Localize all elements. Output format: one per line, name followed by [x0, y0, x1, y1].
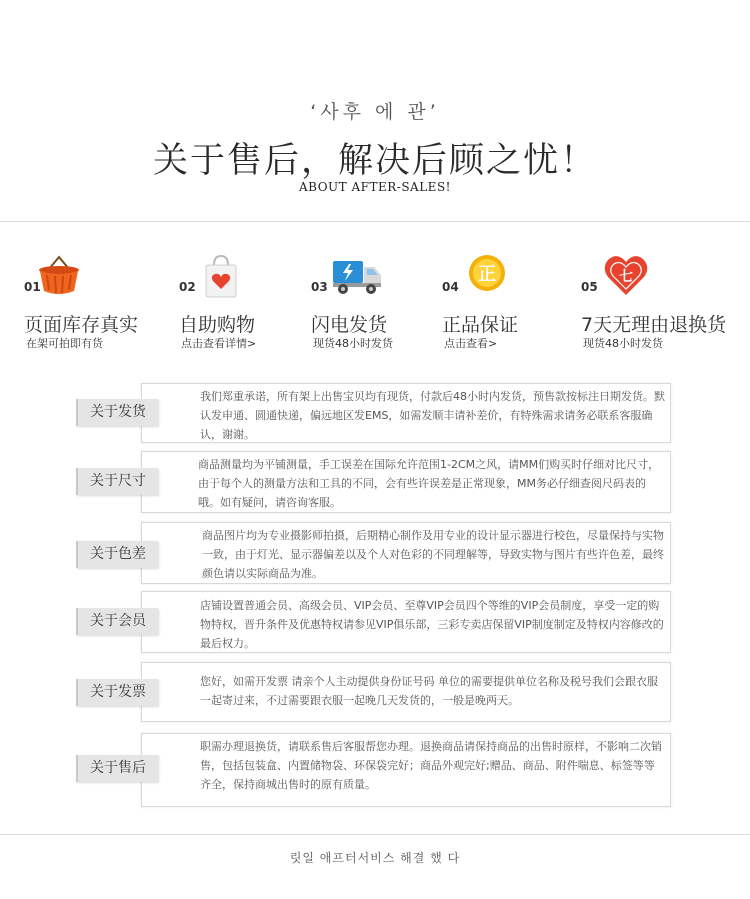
section-text: 我们郑重承诺，所有架上出售宝贝均有现货，付款后48小时内发货，预售款按标注日期发货。默认发申通、圆通快递，偏远地区发EMS，如需发顺丰请补差价，有特殊需求请务必联系客服确认，谢谢。 [200, 390, 665, 441]
feature-self-service[interactable] [179, 250, 329, 360]
feature-title: 自助购物 [179, 314, 256, 336]
footer-divider [0, 834, 750, 835]
section-label: 关于会员 [76, 608, 158, 635]
shopping-bag-heart-icon [203, 253, 239, 303]
korean-heading: ‘사후 에 관’ [310, 101, 440, 123]
svg-text:七: 七 [619, 269, 633, 285]
feature-subtitle: 现货48小时发货 [583, 337, 663, 350]
heart-seven-day-icon [603, 253, 649, 301]
feature-number: 01 [24, 280, 41, 294]
feature-inventory [24, 250, 174, 360]
feature-title: 7天无理由退换货 [581, 314, 727, 336]
feature-title: 闪电发货 [311, 314, 388, 336]
section-label: 关于发票 [76, 679, 158, 706]
section-text: 店铺设置普通会员、高级会员、VIP会员、至尊VIP会员四个等维的VIP会员制度，享受一定的购物特权，晋升条件及优惠特权请参见VIP俱乐部，三彩专卖店保留VIP制度制定及特权内容修改的最后权力。 [200, 599, 664, 650]
delivery-truck-icon [331, 253, 383, 301]
section-label: 关于色差 [76, 541, 158, 568]
section-text: 职需办理退换货，请联系售后客服帮您办理。退换商品请保持商品的出售时原样，不影响二次销售，包括包装盒、内置储物袋、环保袋完好；商品外观完好;赠品、商品、附件喘息、标签等等齐全，保持商城出售时的原有质量。 [200, 740, 662, 791]
svg-text:正: 正 [478, 264, 496, 285]
feature-fast-shipping [311, 250, 461, 360]
page-header [0, 0, 750, 222]
section-text: 您好，如需开发票 请亲个人主动提供身份证号码 单位的需要提供单位名称及税号我们会跟衣服一起寄过来，不过需要跟衣服一起晚几天发货的，一般是晚两天。 [200, 675, 658, 707]
section-text: 商品图片均为专业摄影师拍摄，后期精心制作及用专业的设计显示器进行校色，尽量保持与实物一致，由于灯光、显示器偏差以及个人对色彩的不同理解等，导致实物与图片有些许色差，最终颜色请以实际商品为准。 [202, 529, 664, 580]
feature-number: 02 [179, 280, 196, 294]
feature-genuine[interactable] [442, 250, 592, 360]
page-subtitle: ABOUT AFTER-SALES! [299, 180, 451, 194]
section-label: 关于尺寸 [76, 468, 158, 495]
feature-title: 页面库存真实 [24, 314, 139, 336]
shopping-basket-icon [37, 253, 81, 301]
feature-subtitle: 现货48小时发货 [313, 337, 393, 350]
feature-link[interactable]: 点击查看> [444, 337, 498, 350]
feature-link[interactable]: 点击查看详情> [181, 337, 257, 350]
section-label: 关于售后 [76, 755, 158, 782]
feature-number: 05 [581, 280, 598, 294]
feature-return-policy [581, 250, 731, 360]
feature-title: 正品保证 [442, 314, 519, 336]
page-title: 关于售后，解决后顾之忧！ [152, 141, 597, 181]
header-divider [0, 221, 750, 222]
section-label: 关于发货 [76, 399, 158, 426]
genuine-badge-icon [467, 253, 507, 297]
feature-subtitle: 在架可拍即有货 [26, 337, 103, 350]
feature-number: 03 [311, 280, 328, 294]
section-text: 商品测量均为平铺测量，手工误差在国际允许范围1-2CM之风，请MM们购买时仔细对比尺寸，由于每个人的测量方法和工具的不同，会有些许误差是正常现象，MM务必仔细查阅尺码表的哦。如有疑问，请咨询客服。 [198, 458, 660, 509]
footer-korean-text: 릿일 애프터서비스 해결 했 다 [289, 851, 461, 865]
feature-number: 04 [442, 280, 459, 294]
